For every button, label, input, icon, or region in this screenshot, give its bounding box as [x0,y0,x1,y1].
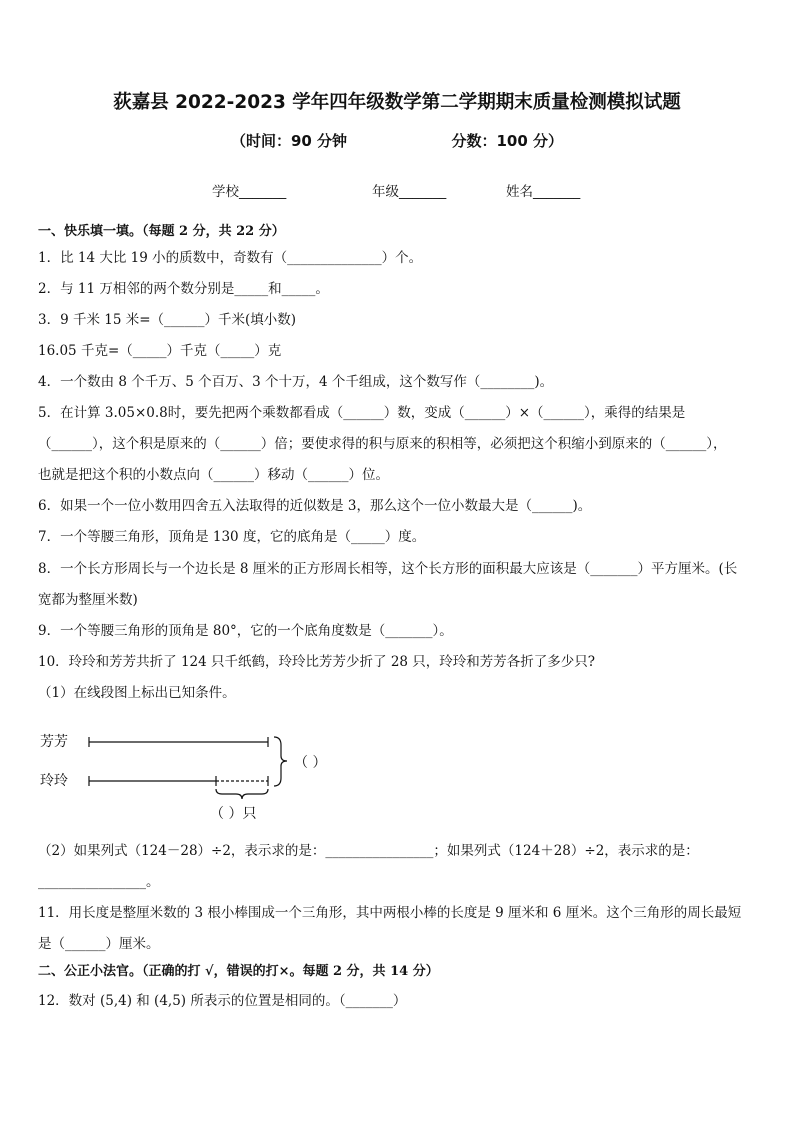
page-title: 荻嘉县 2022-2023 学年四年级数学第二学期期末质量检测模拟试题 [113,92,681,113]
question-10-part-2-line-1: （2）如果列式（124－28）÷2，表示求的是：________________；如果列式（124＋28）÷2，表示求的是： [38,843,699,859]
question-10-part-2-line-2: ________________。 [38,874,160,890]
difference-blank: （ ）只 [210,806,257,822]
grade-field: 年级_______ [372,184,447,200]
question-1: 1．比 14 大比 19 小的质数中，奇数有（______________）个。 [38,250,423,266]
difference-dashed-segment [216,776,268,786]
question-8-line-2: 宽都为整厘米数) [38,592,138,608]
school-field: 学校_______ [212,184,287,200]
label-lingling: 玲玲 [40,773,68,789]
exam-time-score: （时间：90 分钟 分数：100 分） [230,132,564,150]
question-6: 6．如果一个一位小数用四舍五入法取得的近似数是 3，那么这个一位小数最大是（______)。 [38,498,592,514]
question-3-part-2: 16.05 千克=（_____）千克（_____）克 [38,343,282,359]
section-2-heading: 二、公正小法官。（正确的打 √，错误的打×。每题 2 分，共 14 分） [38,964,439,979]
label-fangfang: 芳芳 [40,734,68,750]
question-8-line-1: 8．一个长方形周长与一个边长是 8 厘米的正方形周长相等，这个长方形的面积最大应该是（_______）平方厘米。(长 [38,561,738,577]
question-3-part-1: 3．9 千米 15 米=（______）千米(填小数) [38,312,297,328]
bottom-brace [216,789,268,799]
question-5-line-2: （______），这个积是原来的（______）倍；要使求得的积与原来的积相等，必须把这个积缩小到原来的（______）， [38,436,727,452]
question-7: 7．一个等腰三角形，顶角是 130 度，它的底角是（_____）度。 [38,529,426,545]
question-10: 10．玲玲和芳芳共折了 124 只千纸鹤，玲玲比芳芳少折了 28 只，玲玲和芳芳各折了多少只? [38,654,596,670]
total-blank: （ ） [294,755,327,771]
lingling-segment [89,776,216,786]
fangfang-segment [89,737,268,747]
section-1-heading: 一、快乐填一填。（每题 2 分，共 22 分） [38,224,285,239]
question-9: 9．一个等腰三角形的顶角是 80°，它的一个底角度数是（_______）。 [38,623,453,639]
question-2: 2．与 11 万相邻的两个数分别是_____和_____。 [38,281,329,297]
name-field: 姓名_______ [506,184,581,200]
question-5-line-1: 5．在计算 3.05×0.8时，要先把两个乘数都看成（______）数，变成（______）×（______），乘得的结果是 [38,405,686,421]
question-11-line-2: 是（______）厘米。 [38,936,160,952]
question-10-part-1: （1）在线段图上标出已知条件。 [38,685,236,701]
question-11-line-1: 11．用长度是整厘米数的 3 根小棒围成一个三角形，其中两根小棒的长度是 9 厘米和 6 厘米。这个三角形的周长最短 [38,905,742,921]
question-5-line-3: 也就是把这个积的小数点向（______）移动（______）位。 [38,467,389,483]
question-4: 4．一个数由 8 个千万、5 个百万、3 个十万，4 个千组成，这个数写作（________)。 [38,374,554,390]
question-12: 12．数对 (5,4) 和 (4,5) 所表示的位置是相同的。（_______） [38,993,407,1009]
right-brace [274,737,287,786]
